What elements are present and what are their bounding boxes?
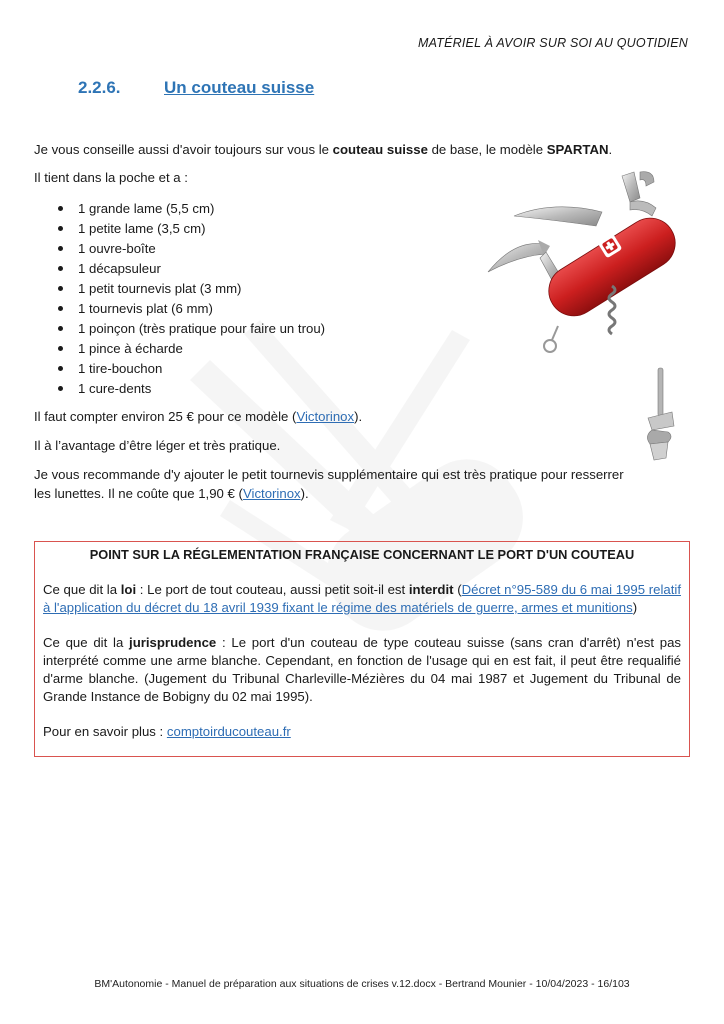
price-line <box>34 407 362 426</box>
list-item-text: 1 tire-bouchon <box>78 361 163 376</box>
list-item <box>56 279 325 299</box>
swiss-army-knife-image <box>484 168 690 358</box>
bullet-icon <box>58 306 63 311</box>
notice-more-paragraph <box>43 723 681 741</box>
law-text-middle: : Le port de tout couteau, aussi petit soit-il est <box>136 582 409 597</box>
notice-law-paragraph <box>43 581 681 617</box>
notice-jurisprudence-paragraph <box>43 634 681 706</box>
bullet-icon <box>58 286 63 291</box>
bullet-icon <box>58 226 63 231</box>
recommend-text: les lunettes. Il ne coûte que 1,90 € ( <box>34 486 243 501</box>
list-item-text: 1 pince à écharde <box>78 341 183 356</box>
list-item-text: 1 petit tournevis plat (3 mm) <box>78 281 242 296</box>
list-item <box>56 359 325 379</box>
regulation-notice-box <box>34 541 690 757</box>
juris-text-body: : Le port d'un couteau de type couteau suisse (sans cran d'arrêt) n'est pas interprété comme une arme blanche. Cependant, en fonction de l'usage qui en est fait, il peut être requalifié d'arme blanche. (Jugement du Tribunal Charleville-Mézières du 04 mai 1987 et Jugement du Tribunal de Grande Instance de Bobigny du 02 mai 1995). <box>43 635 682 704</box>
recommend-text-end: ). <box>300 486 309 501</box>
bullet-icon <box>58 346 63 351</box>
mini-screwdriver-image <box>640 366 680 466</box>
decree-link[interactable]: Décret n°95-589 du 6 mai 1995 relatif à l'application du décret du 18 avril 1939 fixant le régime des matériels de guerre, armes et munitions <box>43 582 681 615</box>
intro-bold-knife: couteau suisse <box>332 142 428 157</box>
law-bold: loi <box>120 582 137 597</box>
list-item <box>56 319 325 339</box>
advantage-line: Il à l’avantage d’être léger et très pratique. <box>34 438 281 453</box>
pocket-line: Il tient dans la poche et a : <box>34 170 188 185</box>
recommend-line-2 <box>34 484 309 503</box>
price-text-end: ). <box>354 409 363 424</box>
law-paren-close: ) <box>632 600 638 615</box>
bullet-icon <box>58 326 63 331</box>
header-title: MATÉRIEL À AVOIR SUR SOI AU QUOTIDIEN <box>418 36 688 50</box>
list-item-text: 1 poinçon (très pratique pour faire un trou) <box>78 321 326 336</box>
bullet-icon <box>58 266 63 271</box>
intro-text: Je vous conseille aussi d'avoir toujours sur vous le <box>34 142 333 157</box>
list-item-text: 1 tournevis plat (6 mm) <box>78 301 213 316</box>
bullet-icon <box>58 246 63 251</box>
list-item <box>56 339 325 359</box>
notice-title: POINT SUR LA RÉGLEMENTATION FRANÇAISE CONCERNANT LE PORT D'UN COUTEAU <box>89 547 635 562</box>
law-text: Ce que dit la <box>43 582 121 597</box>
list-item-text: 1 petite lame (3,5 cm) <box>78 221 206 236</box>
list-item-text: 1 décapsuleur <box>78 261 161 276</box>
list-item <box>56 379 325 399</box>
list-item <box>56 219 325 239</box>
section-number: 2.2.6. <box>78 78 121 97</box>
intro-text-middle: de base, le modèle <box>427 142 547 157</box>
intro-bold-model: SPARTAN <box>546 142 609 157</box>
section-title: Un couteau suisse <box>164 78 315 97</box>
list-item <box>56 299 325 319</box>
feature-list <box>56 199 325 399</box>
comptoirducouteau-link[interactable]: comptoirducouteau.fr <box>166 724 291 739</box>
list-item-text: 1 cure-dents <box>78 381 152 396</box>
victorinox-link[interactable]: Victorinox <box>296 409 355 424</box>
recommend-line-1: Je vous recommande d'y ajouter le petit tournevis supplémentaire qui est très pratique pour resserrer <box>34 467 624 482</box>
intro-paragraph <box>34 140 612 159</box>
law-paren-open: ( <box>453 582 462 597</box>
list-item <box>56 199 325 219</box>
bullet-icon <box>58 366 63 371</box>
juris-text: Ce que dit la <box>43 635 130 650</box>
list-item-text: 1 ouvre-boîte <box>78 241 156 256</box>
section-heading <box>78 78 314 98</box>
page-footer: BM'Autonomie - Manuel de préparation aux situations de crises v.12.docx - Bertrand Mounier - 10/04/2023 - 16/103 <box>94 978 630 990</box>
intro-text-end: . <box>608 142 613 157</box>
law-bold-forbidden: interdit <box>408 582 454 597</box>
price-text: Il faut compter environ 25 € pour ce modèle ( <box>34 409 297 424</box>
victorinox-screwdriver-link[interactable]: Victorinox <box>242 486 301 501</box>
list-item <box>56 259 325 279</box>
list-item-text: 1 grande lame (5,5 cm) <box>78 201 215 216</box>
list-item <box>56 239 325 259</box>
bullet-icon <box>58 386 63 391</box>
juris-bold: jurisprudence <box>129 635 217 650</box>
more-text: Pour en savoir plus : <box>43 724 167 739</box>
bullet-icon <box>58 206 63 211</box>
